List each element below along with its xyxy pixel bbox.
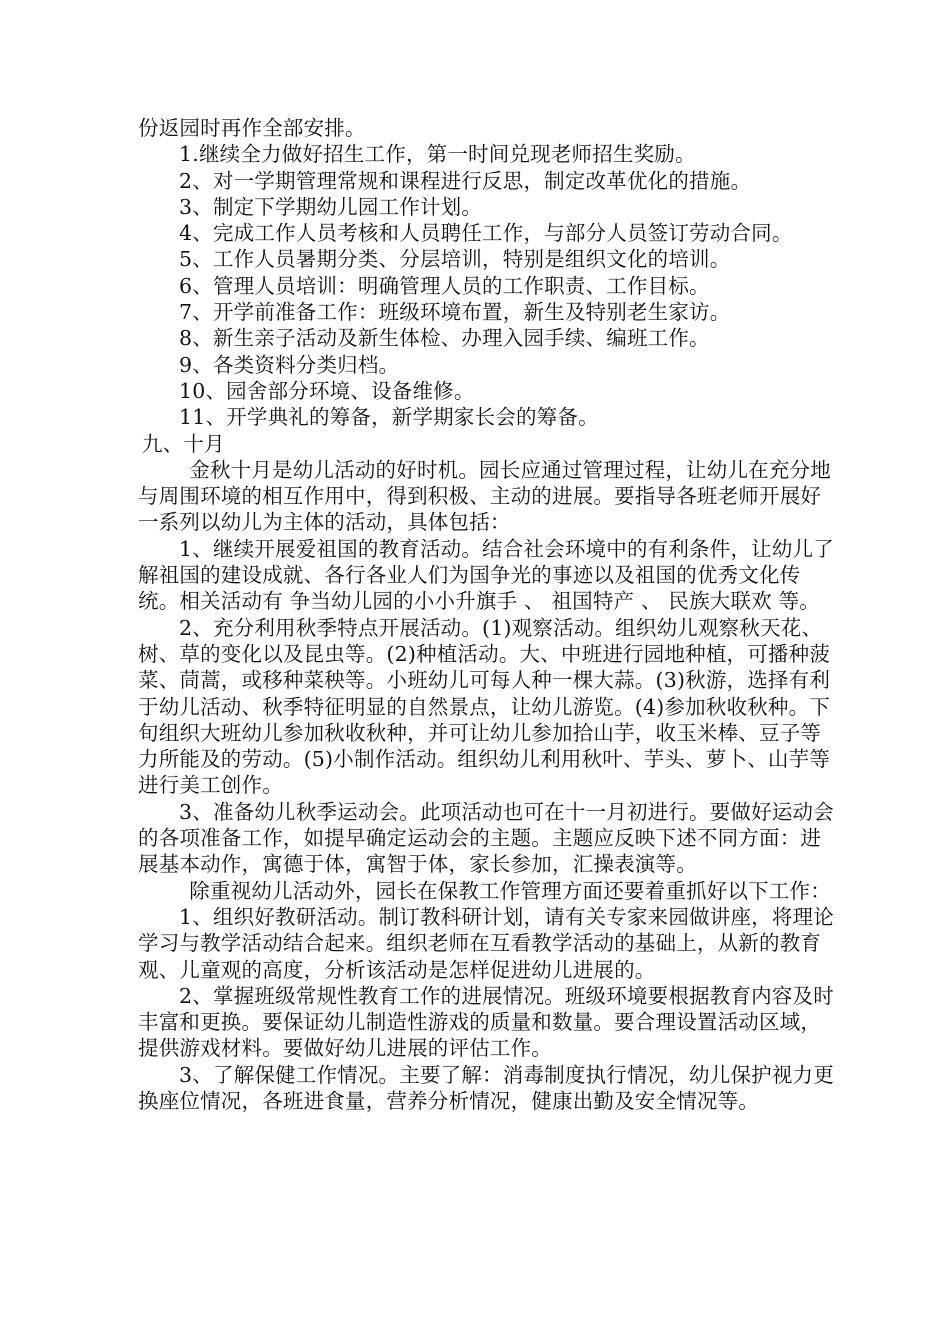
section-heading: 九、十月	[142, 431, 225, 456]
list-item-5: 5、工作人员暑期分类、分层培训，特别是组织文化的培训。	[179, 247, 731, 272]
list-item-1: 1.继续全力做好招生工作，第一时间兑现老师招生奖励。	[179, 142, 696, 167]
management-item-1: 1、组织好教研活动。制订教科研计划，请有关专家来园做讲座，将理论学习与教学活动结合起来。组织老师在互看教学活动的基础上，从新的教育观、儿童观的高度，分析该活动是怎样促进幼儿进展的。	[138, 904, 834, 982]
activity-item-3: 3、准备幼儿秋季运动会。此项活动也可在十一月初进行。要做好运动会的各项准备工作，如提早确定运动会的主题。主题应反映下述不同方面：进展基本动作，寓德于体，寓智于体，家长参加，汇操表演等。	[138, 799, 834, 877]
list-item-6: 6、管理人员培训：明确管理人员的工作职责、工作目标。	[179, 273, 710, 298]
activity-item-1: 1、继续开展爱祖国的教育活动。结合社会环境中的有利条件，让幼儿了解祖国的建设成就、各行各业人们为国争光的事迹以及祖国的优秀文化传统。相关活动有 争当幼儿园的小小升旗手 、 祖国特产 、 民族大联欢 等。	[138, 536, 834, 614]
management-intro: 除重视幼儿活动外，园长在保教工作管理方面还要着重抓好以下工作：	[189, 878, 831, 903]
list-item-11: 11、开学典礼的筹备，新学期家长会的筹备。	[179, 405, 599, 430]
list-item-2: 2、对一学期管理常规和课程进行反思，制定改革优化的措施。	[179, 168, 752, 193]
list-item-4: 4、完成工作人员考核和人员聘任工作，与部分人员签订劳动合同。	[179, 221, 793, 246]
list-item-3: 3、制定下学期幼儿园工作计划。	[179, 194, 483, 219]
list-item-7: 7、开学前准备工作：班级环境布置，新生及特别老生家访。	[179, 300, 731, 325]
paragraph-continuation: 份返园时再作全部安排。	[138, 116, 366, 140]
management-item-3: 3、了解保健工作情况。主要了解：消毒制度执行情况，幼儿保护视力更换座位情况，各班进食量，营养分析情况，健康出勤及安全情况等。	[138, 1062, 834, 1113]
document-body	[138, 115, 838, 1114]
list-item-8: 8、新生亲子活动及新生体检、办理入园手续、编班工作。	[179, 326, 710, 351]
list-item-9: 9、各类资料分类归档。	[179, 352, 400, 377]
list-item-10: 10、园舍部分环境、设备维修。	[179, 378, 475, 403]
management-item-2: 2、掌握班级常规性教育工作的进展情况。班级环境要根据教育内容及时丰富和更换。要保证幼儿制造性游戏的质量和数量。要合理设置活动区域，提供游戏材料。要做好幼儿进展的评估工作。	[138, 983, 834, 1061]
activity-item-2: 2、充分利用秋季特点开展活动。(1)观察活动。组织幼儿观察秋天花、树、草的变化以及昆虫等。(2)种植活动。大、中班进行园地种植，可播种菠菜、茼蒿，或移种菜秧等。小班幼儿可每人种一棵大蒜。(3)秋游，选择有利于幼儿活动、秋季特征明显的自然景点，让幼儿游览。(4)参加秋收秋种。下旬组织大班幼儿参加秋收秋种，并可让幼儿参加拾山芋，收玉米棒、豆子等力所能及的劳动。(5)小制作活动。组织幼儿利用秋叶、芋头、萝卜、山芋等进行美工创作。	[138, 615, 831, 798]
section-intro: 金秋十月是幼儿活动的好时机。园长应通过管理过程，让幼儿在充分地与周围环境的相互作用中，得到积极、主动的进展。要指导各班老师开展好一系列以幼儿为主体的活动，具体包括：	[138, 457, 831, 535]
